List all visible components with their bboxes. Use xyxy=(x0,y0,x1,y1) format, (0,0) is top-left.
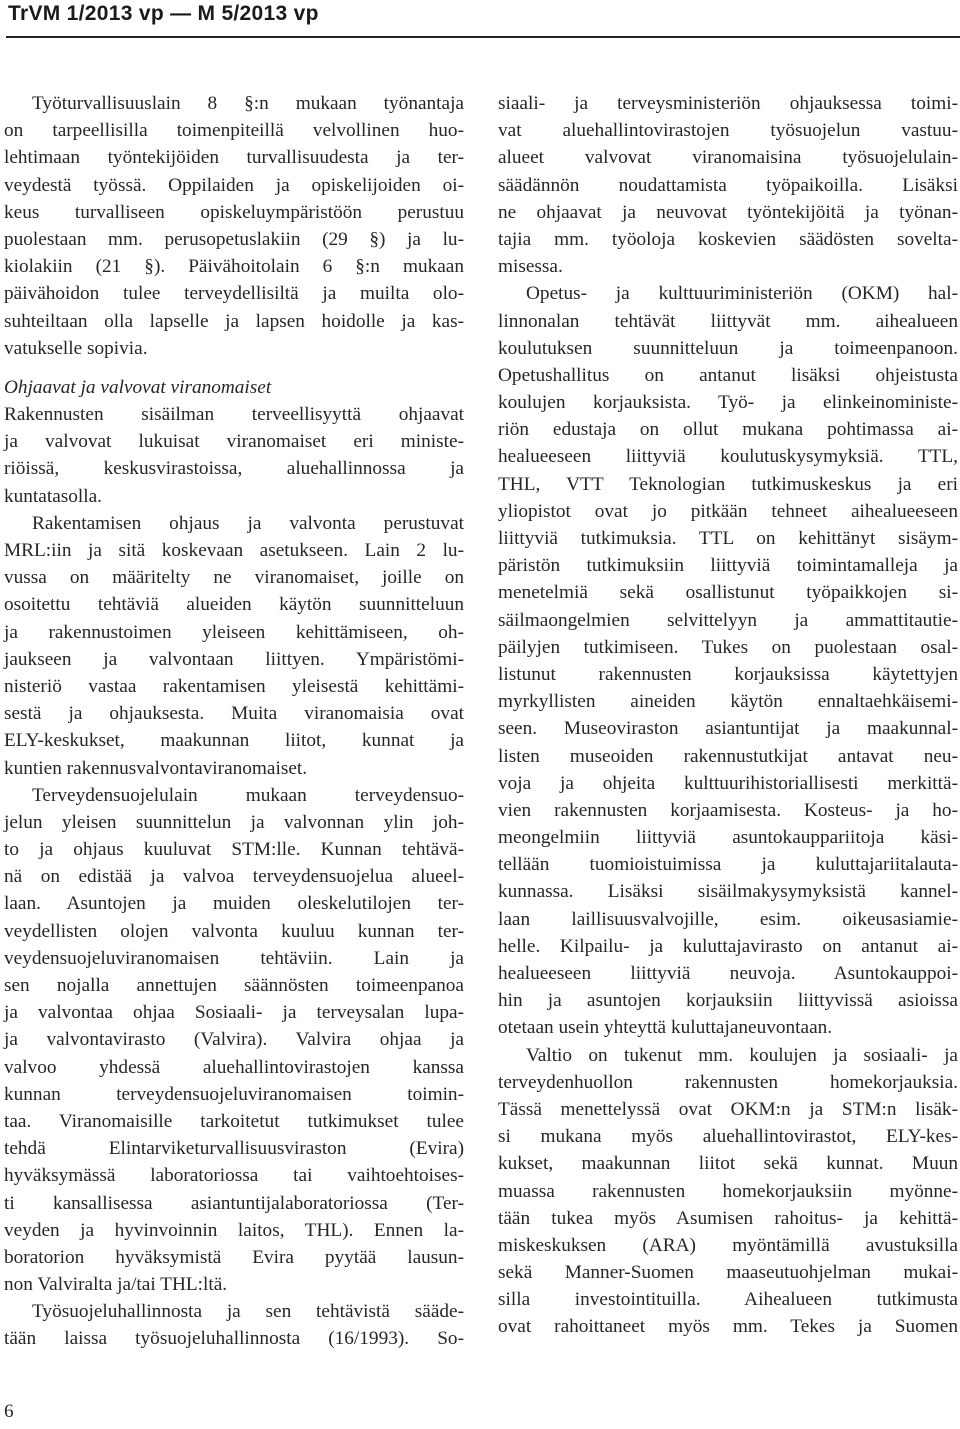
right-text-line: voja ja ohjeita kulttuurihistoriallisesti merkittä- xyxy=(498,772,958,794)
left-text-line: boratorion hyväksymistä Evira pyytää lausun- xyxy=(4,1246,464,1268)
left-text-line: ja valvontaa ohjaa Sosiaali- ja terveysalan lupa- xyxy=(4,1002,464,1024)
left-text-line: ja rakennustoimen yleiseen kehittämiseen, oh- xyxy=(4,621,464,643)
right-text-line: healueeseen liittyviä koulutuskysymyksiä. TTL, xyxy=(498,446,958,468)
right-text-line: miskeskuksen (ARA) myöntämillä avustuksilla xyxy=(498,1234,958,1256)
right-text-line: myrkyllisten aineiden käytön ennaltaehkäisemi- xyxy=(498,691,958,713)
right-text-line: sekä Manner-Suomen maaseutuohjelman mukai- xyxy=(498,1262,958,1284)
right-text-line: liittyviä tutkimuksia. TTL on kehittänyt sisäym- xyxy=(498,528,958,549)
left-column xyxy=(4,90,464,1353)
left-text-line: suhteiltaan olla lapselle ja lapsen hoidolle ja kas- xyxy=(4,310,464,332)
left-text-line: Työturvallisuuslain 8 §:n mukaan työnantaja xyxy=(32,93,464,114)
left-text-line: kunnan terveydensuojeluviranomaisen toimin- xyxy=(4,1083,464,1105)
left-text-line: laan. Asuntojen ja muiden oleskelutilojen ter- xyxy=(4,893,464,915)
left-text-line: valvoo yhdessä aluehallintovirastojen kanssa xyxy=(4,1056,464,1078)
left-text-line: Työsuojeluhallinnosta ja sen tehtävistä sääde- xyxy=(32,1301,464,1323)
right-text-line: seen. Museoviraston asiantuntijat ja maakunnal- xyxy=(498,718,958,740)
left-text-line: vussa on määritelty ne viranomaiset, joille on xyxy=(4,567,464,589)
right-text-line: siaali- ja terveysministeriön ohjauksessa toimi- xyxy=(498,93,958,114)
header-rule xyxy=(6,36,960,38)
right-text-line: Opetus- ja kulttuuriministeriön (OKM) hal- xyxy=(526,283,958,305)
right-text-line: misessa. xyxy=(498,256,563,278)
right-text-line: helle. Kilpailu- ja kuluttajavirasto on antanut ai- xyxy=(498,935,958,957)
right-text-line: listen museoiden rakennustutkijat antavat neu- xyxy=(498,745,958,767)
left-text-line: keus turvalliseen opiskeluympäristöön perustuu xyxy=(4,201,464,223)
left-text-line: Rakentamisen ohjaus ja valvonta perustuvat xyxy=(32,512,464,534)
right-text-line: kunnassa. Lisäksi sisäilmakysymyksistä kannel- xyxy=(498,881,958,903)
page-number: 6 xyxy=(4,1401,14,1422)
right-text-line: menetelmiä sekä osallistunut työpaikkojen si- xyxy=(498,582,958,604)
left-text-line: ja valvontavirasto (Valvira). Valvira ohjaa ja xyxy=(4,1029,464,1051)
left-text-line: Terveydensuojelulain mukaan terveydensuo- xyxy=(32,784,464,806)
right-text-line: THL, VTT Teknologian tutkimuskeskus ja eri xyxy=(498,473,958,495)
right-text-line: päilyjen tutkimiseen. Tukes on puolestaan osal- xyxy=(498,636,958,658)
right-text-line: healueeseen liittyviä neuvoja. Asuntokauppoi- xyxy=(498,963,958,984)
left-text-line: kiolakiin (21 §). Päivähoitolain 6 §:n mukaan xyxy=(4,256,464,278)
left-text-line: puolestaan mm. perusopetuslakiin (29 §) ja lu- xyxy=(4,228,464,250)
right-text-line: terveydenhuollon rakennusten homekorjauksia. xyxy=(498,1071,958,1093)
left-text-line: non Valviralta ja/tai THL:ltä. xyxy=(4,1274,228,1296)
left-text-line: veyden ja hyvinvoinnin laitos, THL). Ennen la- xyxy=(4,1219,464,1241)
right-text-line: silla investointituilla. Aihealueen tutkimusta xyxy=(498,1289,958,1311)
right-text-line: koulujen korjauksista. Työ- ja elinkeinoministe- xyxy=(498,392,958,414)
left-text-line: ja valvovat lukuisat viranomaiset eri ministe- xyxy=(4,431,464,453)
left-text-line: tään laissa työsuojeluhallinnosta (16/1993). So- xyxy=(4,1328,464,1350)
left-text-line: päivähoidon tulee terveydellisiltä ja muilta olo- xyxy=(4,283,464,305)
right-text-line: ovat rahoittaneet myös mm. Tekes ja Suomen xyxy=(498,1316,958,1338)
right-text-line: Opetushallitus on antanut lisäksi ohjeistusta xyxy=(498,364,958,386)
right-text-line: tellään tuomioistuimissa ja kuluttajariitalauta- xyxy=(498,854,958,876)
left-text-line: jelun yleisen suunnittelun ja valvonnan ylin joh- xyxy=(4,811,464,833)
right-text-line: riön edustaja on ollut mukana pohtimassa ai- xyxy=(498,419,958,441)
left-text-line: nisteriö vastaa rakentamisen yleisestä kehittämi- xyxy=(4,675,464,697)
right-text-line: listunut rakennusten korjauksissa käytettyjen xyxy=(498,663,958,685)
left-text-line: to ja ohjaus kuuluvat STM:lle. Kunnan tehtävä- xyxy=(4,839,464,861)
left-text-line: hyväksymässä laboratoriossa tai vaihtoehtoises- xyxy=(4,1165,464,1187)
right-text-line: linnonalan tehtävät liittyvät mm. aihealueen xyxy=(498,310,958,332)
right-text-line: alueet valvovat viranomaisina työsuojelulain- xyxy=(498,147,958,169)
left-text-line: veydestä työssä. Oppilaiden ja opiskelijoiden oi- xyxy=(4,174,464,196)
left-text-line: sen nojalla annettujen säännösten toimeenpanoa xyxy=(4,975,464,996)
left-text-line: MRL:iin ja sitä koskevaan asetukseen. Lain 2 lu- xyxy=(4,540,464,561)
left-text-line: osoitettu tehtäviä alueiden käytön suunnitteluun xyxy=(4,594,464,616)
left-text-line: veydellisten olojen valvonta kuuluu kunnan ter- xyxy=(4,920,464,942)
running-header: TrVM 1/2013 vp — M 5/2013 vp xyxy=(8,2,319,25)
right-text-line: hin ja asuntojen korjauksiin liittyvissä asioissa xyxy=(498,990,958,1012)
right-text-line: yliopistot ovat jo pitkään tehneet aihealueeseen xyxy=(498,500,958,522)
left-text-line: veydensuojeluviranomaisen tehtäviin. Lain ja xyxy=(4,947,464,969)
right-text-line: säilmaongelmien selvittelyyn ja ammattitautie- xyxy=(498,609,958,631)
left-text-line: tehdä Elintarviketurvallisuusviraston (Evira) xyxy=(4,1138,464,1160)
right-text-line: muassa rakennusten homekorjauksiin myönne- xyxy=(498,1180,958,1202)
right-text-line: säädännön noudattamista työpaikoilla. Lisäksi xyxy=(498,174,958,196)
left-text-line: on tarpeellisilla toimenpiteillä velvollinen huo- xyxy=(4,120,464,142)
right-text-line: ne ohjaavat ja neuvovat työntekijöitä ja työnan- xyxy=(498,201,958,223)
section-heading: Ohjaavat ja valvovat viranomaiset xyxy=(4,376,272,398)
right-text-line: tään tukea myös Asumisen rahoitus- ja kehittä- xyxy=(498,1207,958,1229)
left-text-line: vatukselle sopivia. xyxy=(4,337,148,359)
left-text-line: kuntien rakennusvalvontaviranomaiset. xyxy=(4,757,308,779)
left-text-line: lehtimaan työntekijöiden turvallisuudesta ja ter- xyxy=(4,147,464,169)
right-text-line: vat aluehallintovirastojen työsuojelun vastuu- xyxy=(498,120,958,142)
right-text-line: vien rakennusten korjaamisesta. Kosteus- ja ho- xyxy=(498,799,958,821)
right-text-line: tajia mm. työoloja koskevien säädösten sovelta- xyxy=(498,228,958,250)
left-text-line: Rakennusten sisäilman terveellisyyttä ohjaavat xyxy=(4,404,464,426)
right-text-line: Tässä menettelyssä ovat OKM:n ja STM:n lisäk- xyxy=(498,1098,958,1120)
left-text-line: ti kansallisessa asiantuntijalaboratoriossa (Ter- xyxy=(4,1192,464,1214)
left-text-line: kuntatasolla. xyxy=(4,485,102,507)
right-text-line: kukset, maakunnan liitot sekä kunnat. Muun xyxy=(498,1153,958,1175)
left-text-line: ELY-keskukset, maakunnan liitot, kunnat ja xyxy=(4,730,464,752)
right-text-line: meongelmiin liittyviä asuntokauppariitoja käsi- xyxy=(498,827,958,849)
left-text-line: sestä ja ohjauksesta. Muita viranomaisia ovat xyxy=(4,703,464,725)
right-column xyxy=(498,90,958,1341)
right-text-line: Valtio on tukenut mm. koulujen ja sosiaali- ja xyxy=(526,1044,958,1066)
right-text-line: otetaan usein yhteyttä kuluttajaneuvontaan. xyxy=(498,1017,833,1039)
left-text-line: nä on edistää ja valvoa terveydensuojelua alueel- xyxy=(4,866,464,888)
left-text-line: jaukseen ja valvontaan liittyen. Ympäristömi- xyxy=(4,648,464,670)
right-text-line: laan laillisuusvalvojille, esim. oikeusasiamie- xyxy=(498,908,958,930)
left-text-line: taa. Viranomaisille tarkoitetut tutkimukset tulee xyxy=(4,1110,464,1132)
right-text-line: si mukana myös aluehallintovirastot, ELY-kes- xyxy=(498,1126,958,1148)
right-text-line: päristön tutkimuksiin liittyviä toimintamalleja ja xyxy=(498,555,958,577)
right-text-line: koulutuksen suunnitteluun ja toimeenpanoon. xyxy=(498,337,958,359)
left-text-line: riöissä, keskusvirastoissa, aluehallinnossa ja xyxy=(4,458,464,480)
